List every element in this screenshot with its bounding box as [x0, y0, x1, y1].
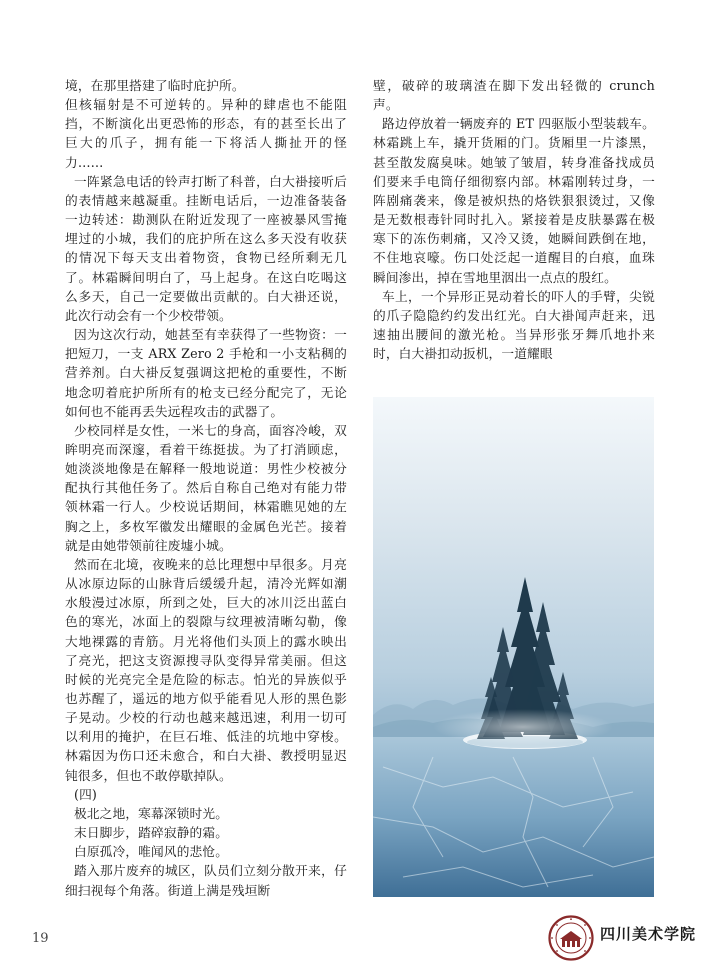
left-paragraph: 因为这次行动，她甚至有幸获得了一些物资：一把短刀，一支 ARX Zero 2 手枪和一小支粘稠的营养剂。白大褂反复强调这把枪的重要性，不断地念叨着庇护所所有的枪支已经分配完了，无论如何也不能再丢失远程攻击的武器了。 — [65, 327, 347, 419]
frozen-lake-photo — [373, 397, 654, 897]
page-number: 19 — [32, 931, 49, 946]
left-paragraph: 境，在那里搭建了临时庇护所。 — [65, 78, 245, 93]
left-paragraph: (四) — [74, 786, 98, 802]
school-seal-logo — [548, 915, 594, 965]
left-paragraph: 极北之地，寒幕深锁时光。 — [74, 805, 229, 821]
left-paragraph: 一阵紧急电话的铃声打断了科普，白大褂接听后的表情越来越凝重。挂断电话后，一边准备装备一边转述：勘测队在附近发现了一座被暴风雪掩埋过的小城，我们的庇护所在这么多天没有收获的情况下每天支出着物资，食物已经所剩无几了。林霜瞬间明白了，马上起身。在这白吃喝这么多天，自己一定要做出贡献的。白大褂还说，此次行动会有一个少校带领。 — [65, 173, 347, 323]
left-paragraph: 末日脚步，踏碎寂静的霜。 — [74, 825, 229, 841]
left-paragraph: 少校同样是女性，一米七的身高，面容冷峻，双眸明亮而深邃，看着干练挺拔。为了打消顾虑，她淡淡地像是在解释一般地说道：男性少校被分配执行其他任务了。然后自称自己绝对有能力带领林霜一行人。少校说话期间，林霜瞧见她的左胸之上，多枚军徽发出耀眼的金属色光芒。接着就是由她带领前往废墟小城。 — [65, 422, 347, 553]
left-paragraph: 白原孤冷，唯闻风的悲怆。 — [74, 844, 229, 860]
left-paragraph: 但核辐射是不可逆转的。异种的肆虐也不能阻挡，不断演化出更恐怖的形态，有的甚至长出了巨大的爪子，拥有能一下将活人撕扯开的怪力…… — [65, 97, 347, 170]
left-paragraph: 然而在北境，夜晚来的总比理想中早很多。月亮从冰原边际的山脉背后缓缓升起，清冷光辉如潮水般漫过冰原，所到之处，巨大的冰川泛出蓝白色的寒光，冰面上的裂隙与纹理被清晰勾勒，像大地裸露的青筋。月光将他们头顶上的露水映出了亮光，把这支资源搜寻队变得异常美丽。但这时候的光亮完全是危险的标志。怕光的异族似乎也苏醒了，遥远的地方似乎能看见人形的黑色影子晃动。少校的行动也越来越迅速，利用一切可以利用的掩护，在巨石堆、低洼的坑地中穿梭。林霜因为伤口还未愈合，和白大褂、教授明显迟钝很多，但也不敢停歇掉队。 — [65, 556, 347, 783]
left-text-column — [65, 76, 347, 900]
right-paragraph: 路边停放着一辆废弃的 ET 四驱版小型装载车。林霜跳上车，撬开货厢的门。货厢里一片漆黑，甚至散发腐臭味。她皱了皱眉，转身准备找成员们要来手电筒仔细彻察内部。林霜刚转过身，一阵剧痛袭来，像是被炽热的烙铁狠狠烫过，又像是无数根毒针同时扎入。紧接着是皮肤暴露在极寒下的冻伤刺痛，又冷又烫，她瞬间跌倒在地，不住地哀嚎。伤口处泛起一道醒目的白痕，血珠瞬间渗出，掉在雪地里洇出一点点的殷红。 — [373, 116, 655, 285]
school-name: 四川美术学院 — [600, 925, 697, 943]
right-paragraph: 车上，一个异形正晃动着长的吓人的手臂，尖锐的爪子隐隐约约发出红光。白大褂闻声赶来，迅速抽出腰间的激光枪。当异形张牙舞爪地扑来时，白大褂扣动扳机，一道耀眼 — [373, 288, 655, 362]
right-paragraph: 壁，破碎的玻璃渣在脚下发出轻微的 crunch 声。 — [373, 78, 655, 113]
right-text-column — [373, 76, 655, 363]
left-paragraph: 踏入那片废弃的城区，队员们立刻分散开来，仔细扫视每个角落。街道上满是残垣断 — [65, 863, 347, 898]
